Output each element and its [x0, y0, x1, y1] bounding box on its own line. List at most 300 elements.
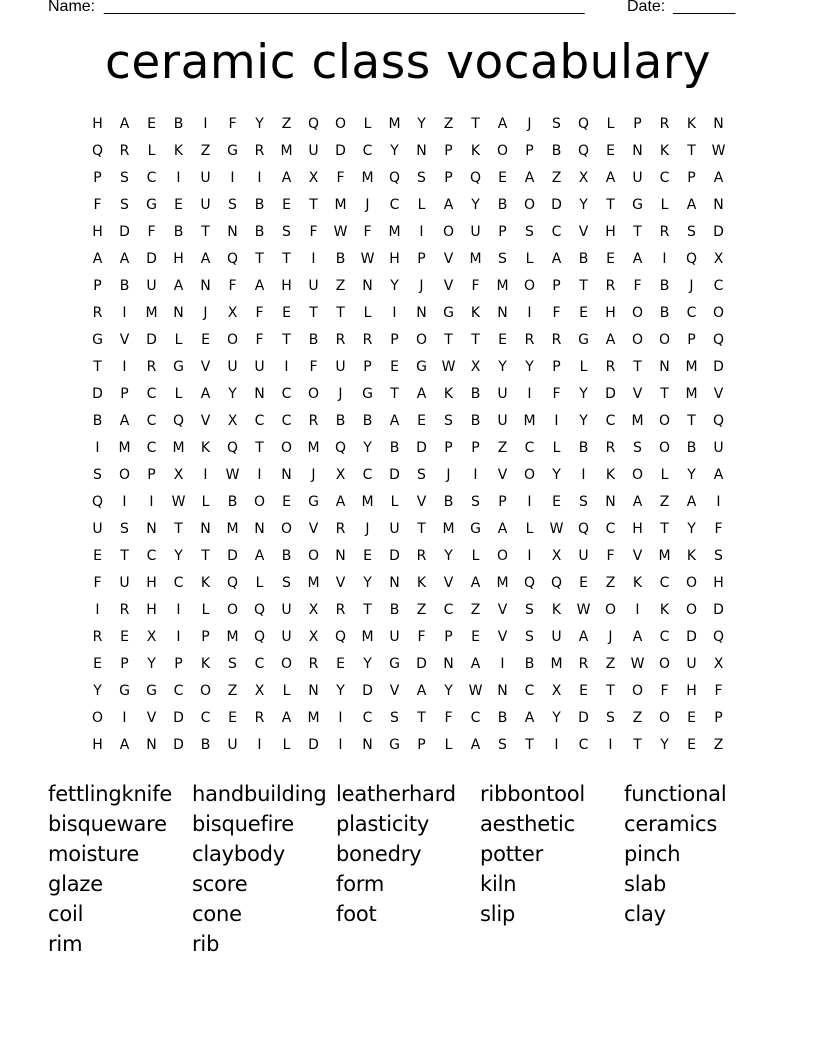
grid-letter: H: [605, 305, 616, 321]
grid-letter: F: [309, 224, 318, 240]
grid-letter: O: [712, 305, 725, 321]
grid-letter: V: [308, 521, 319, 537]
grid-letter: E: [471, 629, 480, 645]
grid-letter: A: [686, 494, 697, 510]
grid-letter: O: [658, 413, 671, 429]
grid-letter: T: [606, 683, 615, 699]
grid-letter: A: [713, 170, 724, 186]
grid-letter: R: [92, 305, 103, 321]
grid-letter: T: [390, 386, 399, 402]
grid-letter: R: [335, 602, 346, 618]
grid-letter: Y: [579, 413, 588, 429]
grid-letter: E: [120, 629, 129, 645]
grid-letter: T: [417, 710, 426, 726]
grid-letter: L: [174, 332, 183, 348]
word-bank-item: score: [192, 872, 248, 896]
grid-letter: Y: [444, 683, 453, 699]
word-bank-item: glaze: [48, 872, 103, 896]
grid-letter: N: [713, 116, 724, 132]
grid-letter: L: [147, 143, 156, 159]
grid-letter: M: [496, 575, 509, 591]
grid-letter: O: [604, 602, 617, 618]
grid-letter: G: [146, 683, 157, 699]
grid-letter: E: [363, 548, 372, 564]
grid-letter: M: [307, 575, 320, 591]
grid-letter: Y: [552, 710, 561, 726]
grid-letter: E: [417, 413, 426, 429]
grid-letter: Y: [363, 440, 372, 456]
grid-letter: O: [199, 683, 212, 699]
grid-letter: A: [254, 278, 265, 294]
grid-letter: K: [443, 386, 454, 402]
grid-letter: N: [443, 656, 454, 672]
grid-letter: I: [122, 710, 127, 726]
grid-letter: C: [578, 737, 589, 753]
grid-letter: X: [335, 467, 346, 483]
grid-letter: U: [389, 629, 400, 645]
grid-letter: S: [471, 494, 480, 510]
grid-letter: T: [633, 359, 642, 375]
grid-letter: L: [390, 494, 399, 510]
grid-letter: Z: [416, 602, 427, 618]
grid-letter: H: [605, 224, 616, 240]
grid-letter: A: [524, 170, 535, 186]
grid-letter: X: [227, 413, 238, 429]
word-bank-item: functional: [624, 782, 727, 806]
grid-letter: A: [443, 197, 454, 213]
grid-letter: Y: [255, 116, 264, 132]
grid-letter: B: [578, 440, 589, 456]
grid-letter: P: [714, 710, 723, 726]
grid-letter: A: [173, 278, 184, 294]
grid-letter: J: [446, 467, 451, 483]
grid-letter: A: [119, 251, 130, 267]
grid-letter: O: [280, 521, 293, 537]
grid-letter: X: [713, 251, 724, 267]
grid-letter: B: [173, 116, 184, 132]
grid-letter: Q: [577, 143, 590, 159]
grid-letter: I: [392, 305, 397, 321]
grid-letter: S: [552, 116, 561, 132]
grid-letter: G: [578, 332, 589, 348]
grid-letter: G: [92, 332, 103, 348]
grid-letter: G: [119, 683, 130, 699]
grid-letter: R: [119, 602, 130, 618]
grid-letter: T: [417, 521, 426, 537]
grid-letter: D: [416, 440, 427, 456]
grid-letter: P: [417, 737, 426, 753]
grid-letter: J: [311, 467, 316, 483]
grid-letter: Y: [687, 521, 696, 537]
grid-letter: A: [632, 494, 643, 510]
grid-letter: Q: [91, 143, 104, 159]
grid-letter: R: [659, 224, 670, 240]
grid-letter: Y: [660, 737, 669, 753]
grid-letter: D: [686, 629, 697, 645]
grid-letter: P: [498, 494, 507, 510]
grid-letter: E: [498, 170, 507, 186]
grid-letter: O: [280, 656, 293, 672]
grid-letter: Q: [253, 602, 266, 618]
grid-letter: T: [174, 521, 183, 537]
grid-letter: E: [552, 494, 561, 510]
grid-letter: C: [659, 170, 670, 186]
grid-letter: O: [253, 494, 266, 510]
grid-letter: K: [605, 467, 616, 483]
grid-letter: E: [201, 332, 210, 348]
grid-letter: Z: [227, 683, 238, 699]
grid-letter: N: [254, 386, 265, 402]
grid-letter: K: [173, 143, 184, 159]
grid-letter: Y: [417, 116, 426, 132]
letter-grid: [84, 111, 732, 759]
grid-letter: V: [416, 494, 427, 510]
grid-letter: N: [632, 143, 643, 159]
grid-letter: Z: [443, 116, 454, 132]
grid-letter: N: [416, 143, 427, 159]
grid-letter: T: [633, 224, 642, 240]
grid-letter: U: [551, 629, 562, 645]
word-bank-item: claybody: [192, 842, 286, 866]
grid-letter: O: [631, 305, 644, 321]
grid-letter: M: [685, 386, 698, 402]
grid-letter: I: [473, 467, 478, 483]
grid-letter: C: [146, 170, 157, 186]
grid-letter: P: [201, 629, 210, 645]
grid-letter: Y: [498, 359, 507, 375]
grid-letter: I: [608, 737, 613, 753]
grid-letter: L: [201, 602, 210, 618]
word-bank-item: clay: [624, 902, 666, 926]
grid-letter: O: [226, 332, 239, 348]
grid-letter: C: [362, 143, 373, 159]
grid-letter: L: [363, 305, 372, 321]
grid-letter: C: [605, 413, 616, 429]
word-bank-item: kiln: [480, 872, 517, 896]
grid-letter: C: [524, 440, 535, 456]
grid-letter: A: [335, 494, 346, 510]
name-blank-line: ______________________________________________________: [104, 0, 585, 15]
grid-letter: M: [172, 440, 185, 456]
grid-letter: R: [335, 521, 346, 537]
grid-letter: U: [200, 170, 211, 186]
grid-letter: U: [389, 521, 400, 537]
grid-letter: K: [470, 305, 481, 321]
word-bank-item: rim: [48, 932, 83, 956]
grid-letter: H: [632, 521, 643, 537]
grid-letter: D: [119, 224, 130, 240]
grid-letter: T: [660, 521, 669, 537]
grid-letter: Q: [712, 413, 725, 429]
grid-letter: I: [662, 251, 667, 267]
grid-letter: H: [686, 683, 697, 699]
grid-letter: S: [444, 413, 453, 429]
grid-letter: C: [146, 440, 157, 456]
grid-letter: D: [551, 197, 562, 213]
grid-letter: P: [417, 251, 426, 267]
grid-letter: E: [579, 683, 588, 699]
grid-letter: Y: [525, 359, 534, 375]
grid-letter: F: [606, 548, 615, 564]
grid-letter: C: [686, 305, 697, 321]
grid-letter: B: [659, 305, 670, 321]
grid-letter: F: [93, 575, 102, 591]
grid-letter: S: [120, 197, 129, 213]
grid-letter: A: [605, 332, 616, 348]
grid-letter: P: [444, 440, 453, 456]
grid-letter: I: [716, 494, 721, 510]
grid-letter: V: [443, 278, 454, 294]
grid-letter: J: [608, 629, 613, 645]
grid-letter: F: [336, 170, 345, 186]
grid-letter: L: [282, 683, 291, 699]
grid-letter: G: [416, 359, 427, 375]
grid-letter: Q: [226, 440, 239, 456]
word-bank-item: rib: [192, 932, 220, 956]
grid-letter: M: [388, 224, 401, 240]
grid-letter: V: [632, 386, 643, 402]
grid-letter: I: [311, 251, 316, 267]
grid-letter: N: [659, 359, 670, 375]
grid-letter: L: [660, 197, 669, 213]
grid-letter: S: [498, 251, 507, 267]
grid-letter: L: [525, 521, 534, 537]
grid-letter: Q: [388, 170, 401, 186]
word-bank-item: potter: [480, 842, 543, 866]
grid-letter: C: [281, 386, 292, 402]
grid-letter: E: [282, 305, 291, 321]
grid-letter: R: [335, 332, 346, 348]
grid-letter: P: [174, 656, 183, 672]
grid-letter: B: [497, 710, 508, 726]
grid-letter: B: [578, 251, 589, 267]
grid-letter: R: [605, 359, 616, 375]
grid-letter: U: [335, 359, 346, 375]
grid-letter: F: [147, 224, 156, 240]
grid-letter: F: [714, 521, 723, 537]
grid-letter: A: [632, 629, 643, 645]
grid-letter: P: [147, 467, 156, 483]
grid-letter: L: [579, 359, 588, 375]
grid-letter: A: [119, 737, 130, 753]
grid-letter: A: [524, 710, 535, 726]
grid-letter: N: [497, 683, 508, 699]
grid-letter: C: [173, 575, 184, 591]
grid-letter: F: [228, 116, 237, 132]
grid-letter: T: [282, 251, 291, 267]
grid-letter: H: [92, 116, 103, 132]
grid-letter: D: [713, 602, 724, 618]
grid-letter: E: [579, 575, 588, 591]
grid-letter: N: [146, 521, 157, 537]
word-bank-item: ceramics: [624, 812, 718, 836]
grid-letter: M: [388, 116, 401, 132]
grid-letter: I: [203, 116, 208, 132]
grid-letter: B: [227, 494, 238, 510]
header-line: [48, 0, 748, 20]
word-bank-item: foot: [336, 902, 377, 926]
grid-letter: V: [146, 710, 157, 726]
grid-letter: C: [362, 710, 373, 726]
grid-letter: B: [254, 197, 265, 213]
word-bank-item: handbuilding: [192, 782, 327, 806]
grid-letter: D: [713, 359, 724, 375]
grid-letter: M: [307, 710, 320, 726]
grid-letter: L: [471, 548, 480, 564]
grid-letter: C: [659, 629, 670, 645]
grid-letter: T: [309, 197, 318, 213]
grid-letter: R: [605, 440, 616, 456]
grid-letter: M: [361, 170, 374, 186]
grid-letter: F: [309, 359, 318, 375]
grid-letter: T: [201, 224, 210, 240]
grid-letter: K: [200, 575, 211, 591]
grid-letter: P: [552, 359, 561, 375]
grid-letter: U: [713, 440, 724, 456]
grid-letter: A: [605, 170, 616, 186]
grid-letter: A: [416, 386, 427, 402]
word-bank-item: slip: [480, 902, 516, 926]
grid-letter: O: [91, 710, 104, 726]
grid-letter: C: [200, 710, 211, 726]
grid-letter: L: [201, 494, 210, 510]
grid-letter: J: [419, 278, 424, 294]
grid-letter: X: [308, 629, 319, 645]
grid-letter: V: [497, 467, 508, 483]
grid-letter: Y: [552, 467, 561, 483]
grid-letter: B: [551, 143, 562, 159]
grid-letter: I: [338, 710, 343, 726]
grid-letter: W: [171, 494, 186, 510]
grid-letter: Q: [307, 116, 320, 132]
grid-letter: V: [632, 548, 643, 564]
grid-letter: I: [338, 737, 343, 753]
date-blank-line: _______: [673, 0, 736, 15]
grid-letter: N: [227, 224, 238, 240]
grid-letter: B: [308, 332, 319, 348]
grid-letter: S: [579, 494, 588, 510]
grid-letter: E: [93, 656, 102, 672]
grid-letter: I: [176, 170, 181, 186]
word-bank-item: pinch: [624, 842, 681, 866]
grid-letter: M: [145, 305, 158, 321]
grid-letter: K: [416, 575, 427, 591]
grid-letter: R: [254, 710, 265, 726]
grid-letter: G: [146, 197, 157, 213]
grid-letter: U: [119, 575, 130, 591]
word-bank-item: bisquefire: [192, 812, 294, 836]
grid-letter: A: [470, 737, 481, 753]
grid-letter: C: [254, 656, 265, 672]
grid-letter: F: [714, 683, 723, 699]
grid-letter: A: [119, 413, 130, 429]
grid-letter: P: [120, 656, 129, 672]
grid-letter: Q: [334, 440, 347, 456]
grid-letter: U: [632, 170, 643, 186]
grid-letter: D: [389, 548, 400, 564]
word-bank-item: coil: [48, 902, 84, 926]
grid-letter: C: [362, 467, 373, 483]
grid-letter: L: [363, 116, 372, 132]
name-label: Name:: [48, 0, 96, 15]
grid-letter: G: [443, 305, 454, 321]
grid-letter: U: [200, 197, 211, 213]
grid-letter: P: [390, 332, 399, 348]
grid-letter: A: [470, 656, 481, 672]
grid-letter: A: [497, 116, 508, 132]
grid-letter: C: [524, 683, 535, 699]
grid-letter: G: [227, 143, 238, 159]
grid-letter: Y: [390, 143, 399, 159]
grid-letter: I: [203, 467, 208, 483]
grid-letter: R: [146, 359, 157, 375]
grid-letter: K: [551, 602, 562, 618]
grid-letter: T: [363, 602, 372, 618]
grid-letter: G: [389, 656, 400, 672]
grid-letter: Y: [93, 683, 102, 699]
grid-letter: S: [93, 467, 102, 483]
grid-letter: A: [119, 116, 130, 132]
grid-letter: C: [146, 548, 157, 564]
word-bank-item: aesthetic: [480, 812, 576, 836]
grid-letter: E: [174, 197, 183, 213]
grid-letter: F: [633, 278, 642, 294]
grid-letter: I: [635, 602, 640, 618]
grid-letter: T: [471, 116, 480, 132]
grid-letter: W: [225, 467, 240, 483]
word-bank-item: plasticity: [336, 812, 430, 836]
grid-letter: D: [578, 710, 589, 726]
grid-letter: I: [122, 494, 127, 510]
grid-letter: Q: [685, 251, 698, 267]
grid-letter: V: [200, 413, 211, 429]
grid-letter: Q: [577, 521, 590, 537]
grid-letter: O: [523, 197, 536, 213]
grid-letter: X: [308, 602, 319, 618]
grid-letter: E: [336, 656, 345, 672]
grid-letter: Z: [200, 143, 211, 159]
grid-letter: K: [659, 143, 670, 159]
grid-letter: Q: [226, 251, 239, 267]
grid-letter: A: [200, 251, 211, 267]
grid-letter: W: [576, 602, 591, 618]
grid-letter: P: [633, 116, 642, 132]
grid-letter: K: [200, 656, 211, 672]
grid-letter: K: [632, 575, 643, 591]
grid-letter: W: [711, 143, 726, 159]
grid-letter: P: [525, 143, 534, 159]
grid-letter: U: [92, 521, 103, 537]
grid-letter: B: [335, 251, 346, 267]
grid-letter: U: [308, 278, 319, 294]
grid-letter: R: [578, 656, 589, 672]
grid-letter: N: [308, 683, 319, 699]
grid-letter: K: [200, 440, 211, 456]
grid-letter: T: [120, 548, 129, 564]
grid-letter: Q: [712, 332, 725, 348]
grid-letter: B: [389, 440, 400, 456]
grid-letter: O: [685, 575, 698, 591]
grid-letter: U: [686, 656, 697, 672]
grid-letter: A: [281, 170, 292, 186]
grid-letter: J: [338, 386, 343, 402]
grid-letter: M: [550, 656, 563, 672]
grid-letter: H: [173, 251, 184, 267]
word-bank-item: leatherhard: [336, 782, 456, 806]
grid-letter: Q: [523, 575, 536, 591]
grid-letter: W: [630, 656, 645, 672]
grid-letter: I: [176, 629, 181, 645]
